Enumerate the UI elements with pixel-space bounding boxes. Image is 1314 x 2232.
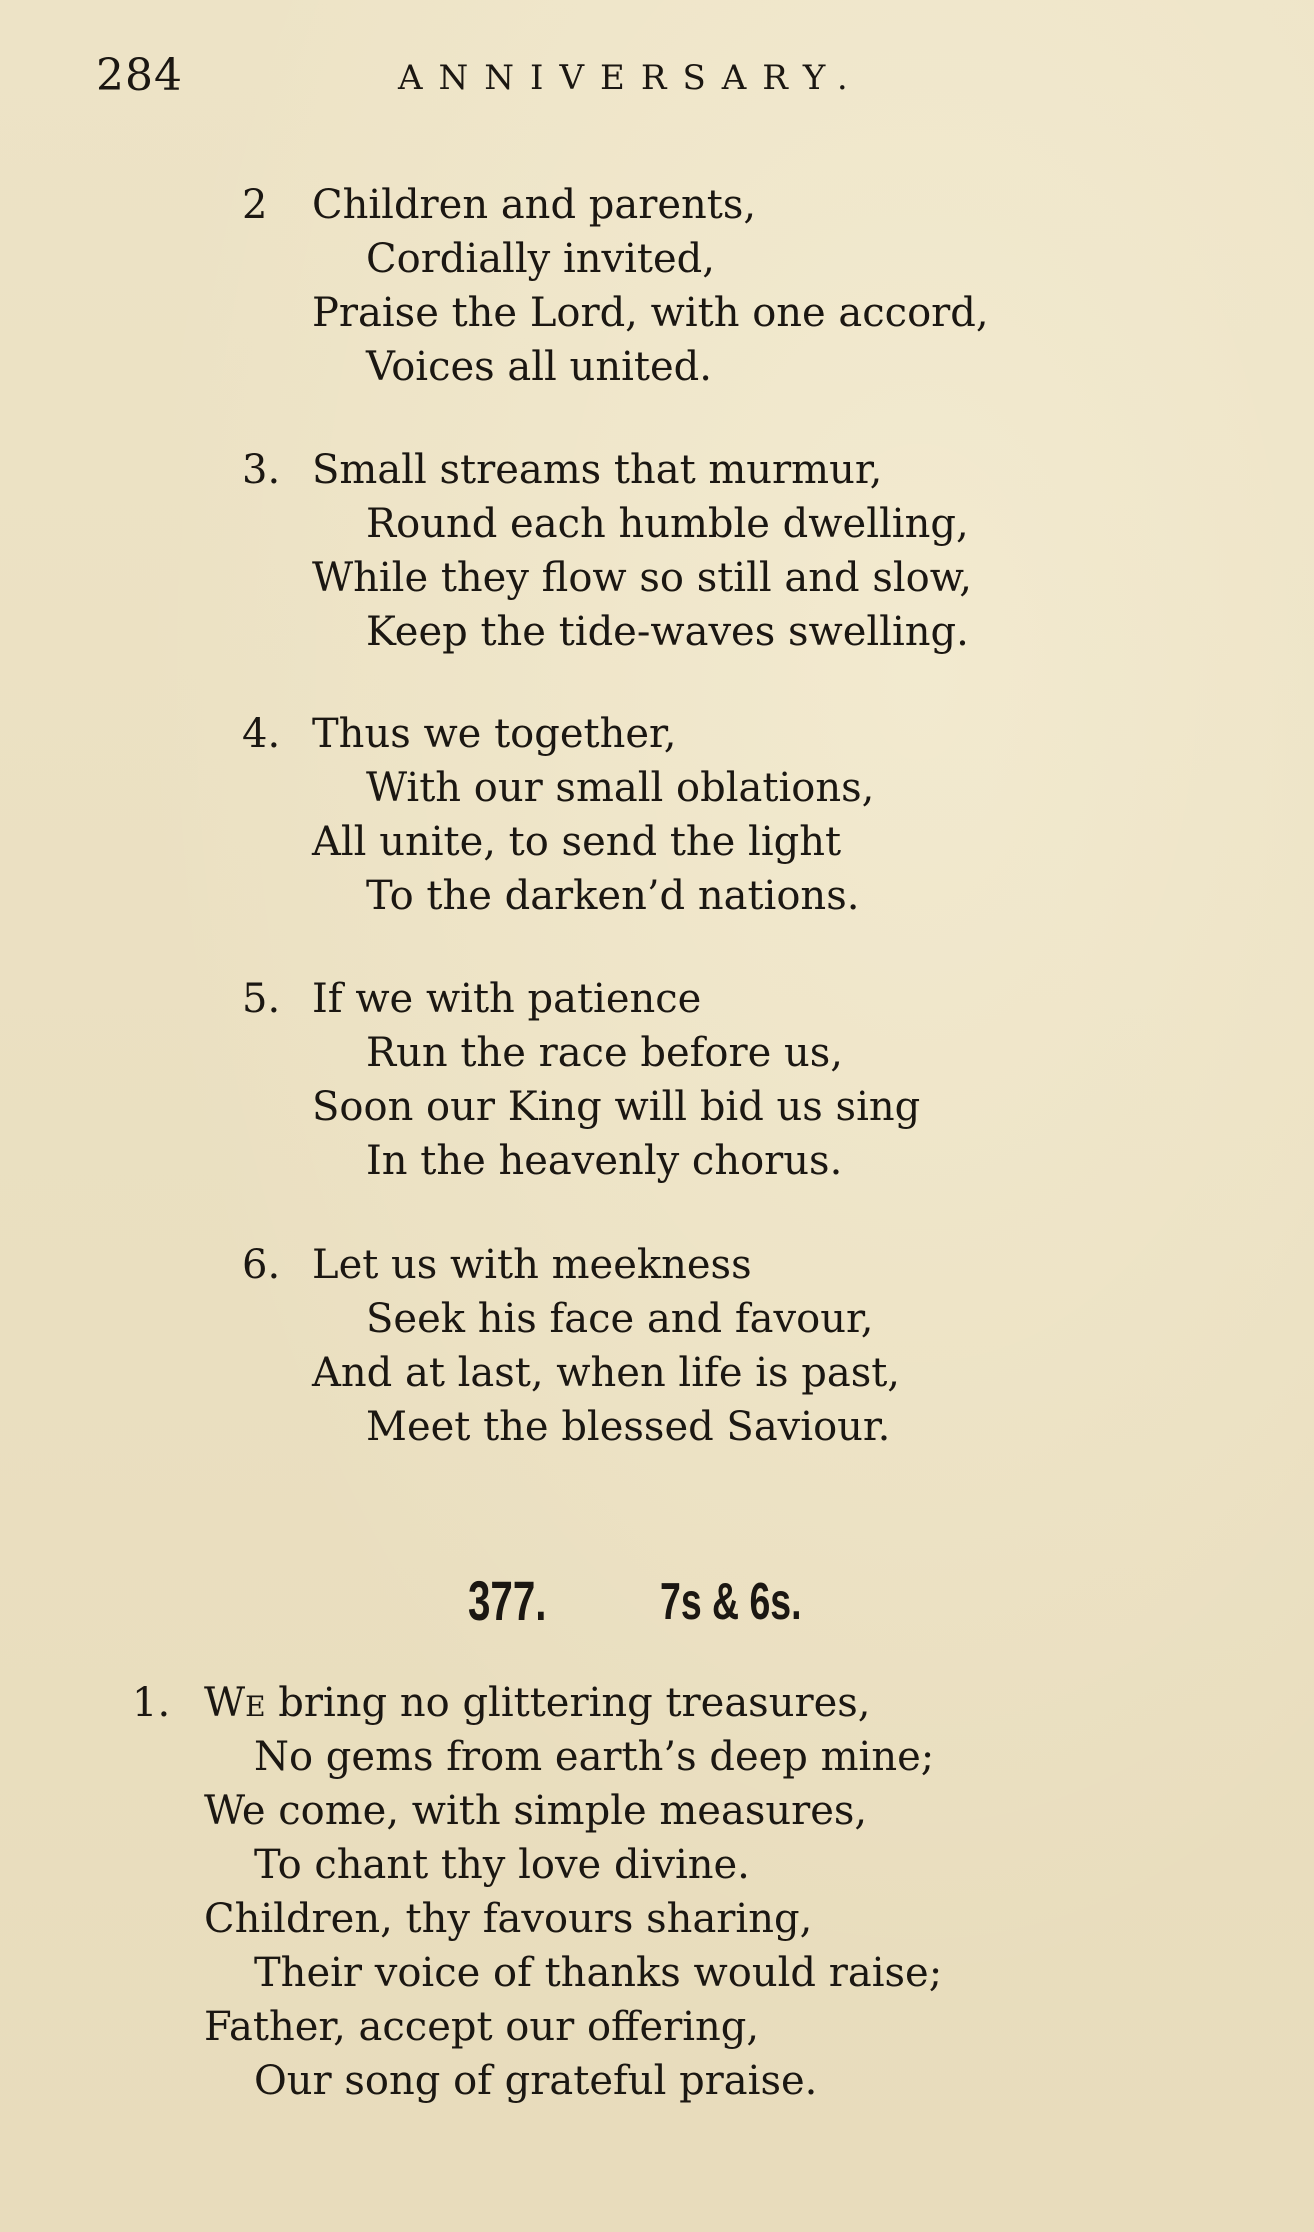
verse-line: Soon our King will bid us sing: [312, 1084, 921, 1130]
hymn-meter: 7s & 6s.: [660, 1573, 802, 1631]
verse-line: In the heavenly chorus.: [366, 1138, 843, 1184]
verse-line: Round each humble dwelling,: [366, 501, 969, 547]
verse-line: With our small oblations,: [366, 765, 875, 811]
stanza-number: 2: [242, 182, 268, 228]
verse-line: Father, accept our offering,: [204, 2004, 760, 2050]
hymn-number: 377.: [468, 1569, 547, 1632]
verse-line: While they flow so still and slow,: [312, 555, 972, 601]
verse-line: All unite, to send the light: [312, 819, 842, 865]
verse-line: To chant thy love divine.: [254, 1842, 750, 1888]
stanza-number: 6.: [242, 1242, 281, 1288]
verse-line: Children, thy favours sharing,: [204, 1896, 813, 1942]
verse-line: Voices all united.: [366, 344, 712, 390]
stanza-number: 3.: [242, 447, 281, 493]
verse-line: And at last, when life is past,: [312, 1350, 901, 1396]
verse-line: Children and parents,: [312, 182, 757, 228]
page-number: 284: [96, 50, 183, 101]
running-head: ANNIVERSARY.: [398, 58, 864, 98]
verse-line: Cordially invited,: [366, 236, 715, 282]
stanza-number: 4.: [242, 711, 281, 757]
hymn-heading: [0, 1568, 1314, 1648]
page-header: [0, 50, 1314, 110]
verse-line: Our song of grateful praise.: [254, 2058, 818, 2104]
verse-line: To the darken’d nations.: [366, 873, 860, 919]
initial-word: We: [204, 1680, 266, 1726]
stanza-number: 5.: [242, 976, 281, 1022]
verse-line: Run the race before us,: [366, 1030, 844, 1076]
verse-line: Praise the Lord, with one accord,: [312, 290, 989, 336]
verse-line: [204, 1676, 870, 1730]
verse-line: Meet the blessed Saviour.: [366, 1404, 891, 1450]
verse-line: We come, with simple measures,: [204, 1788, 868, 1834]
verse-line: Seek his face and favour,: [366, 1296, 874, 1342]
verse-line: Keep the tide-waves swelling.: [366, 609, 969, 655]
first-line-rest: bring no glittering treasures,: [265, 1680, 871, 1726]
verse-line: If we with patience: [312, 976, 702, 1022]
verse-line: Let us with meekness: [312, 1242, 752, 1288]
verse-line: Their voice of thanks would raise;: [254, 1950, 943, 1996]
stanza-number: 1.: [132, 1680, 171, 1726]
verse-line: Small streams that murmur,: [312, 447, 883, 493]
verse-line: Thus we together,: [312, 711, 677, 757]
verse-line: No gems from earth’s deep mine;: [254, 1734, 935, 1780]
